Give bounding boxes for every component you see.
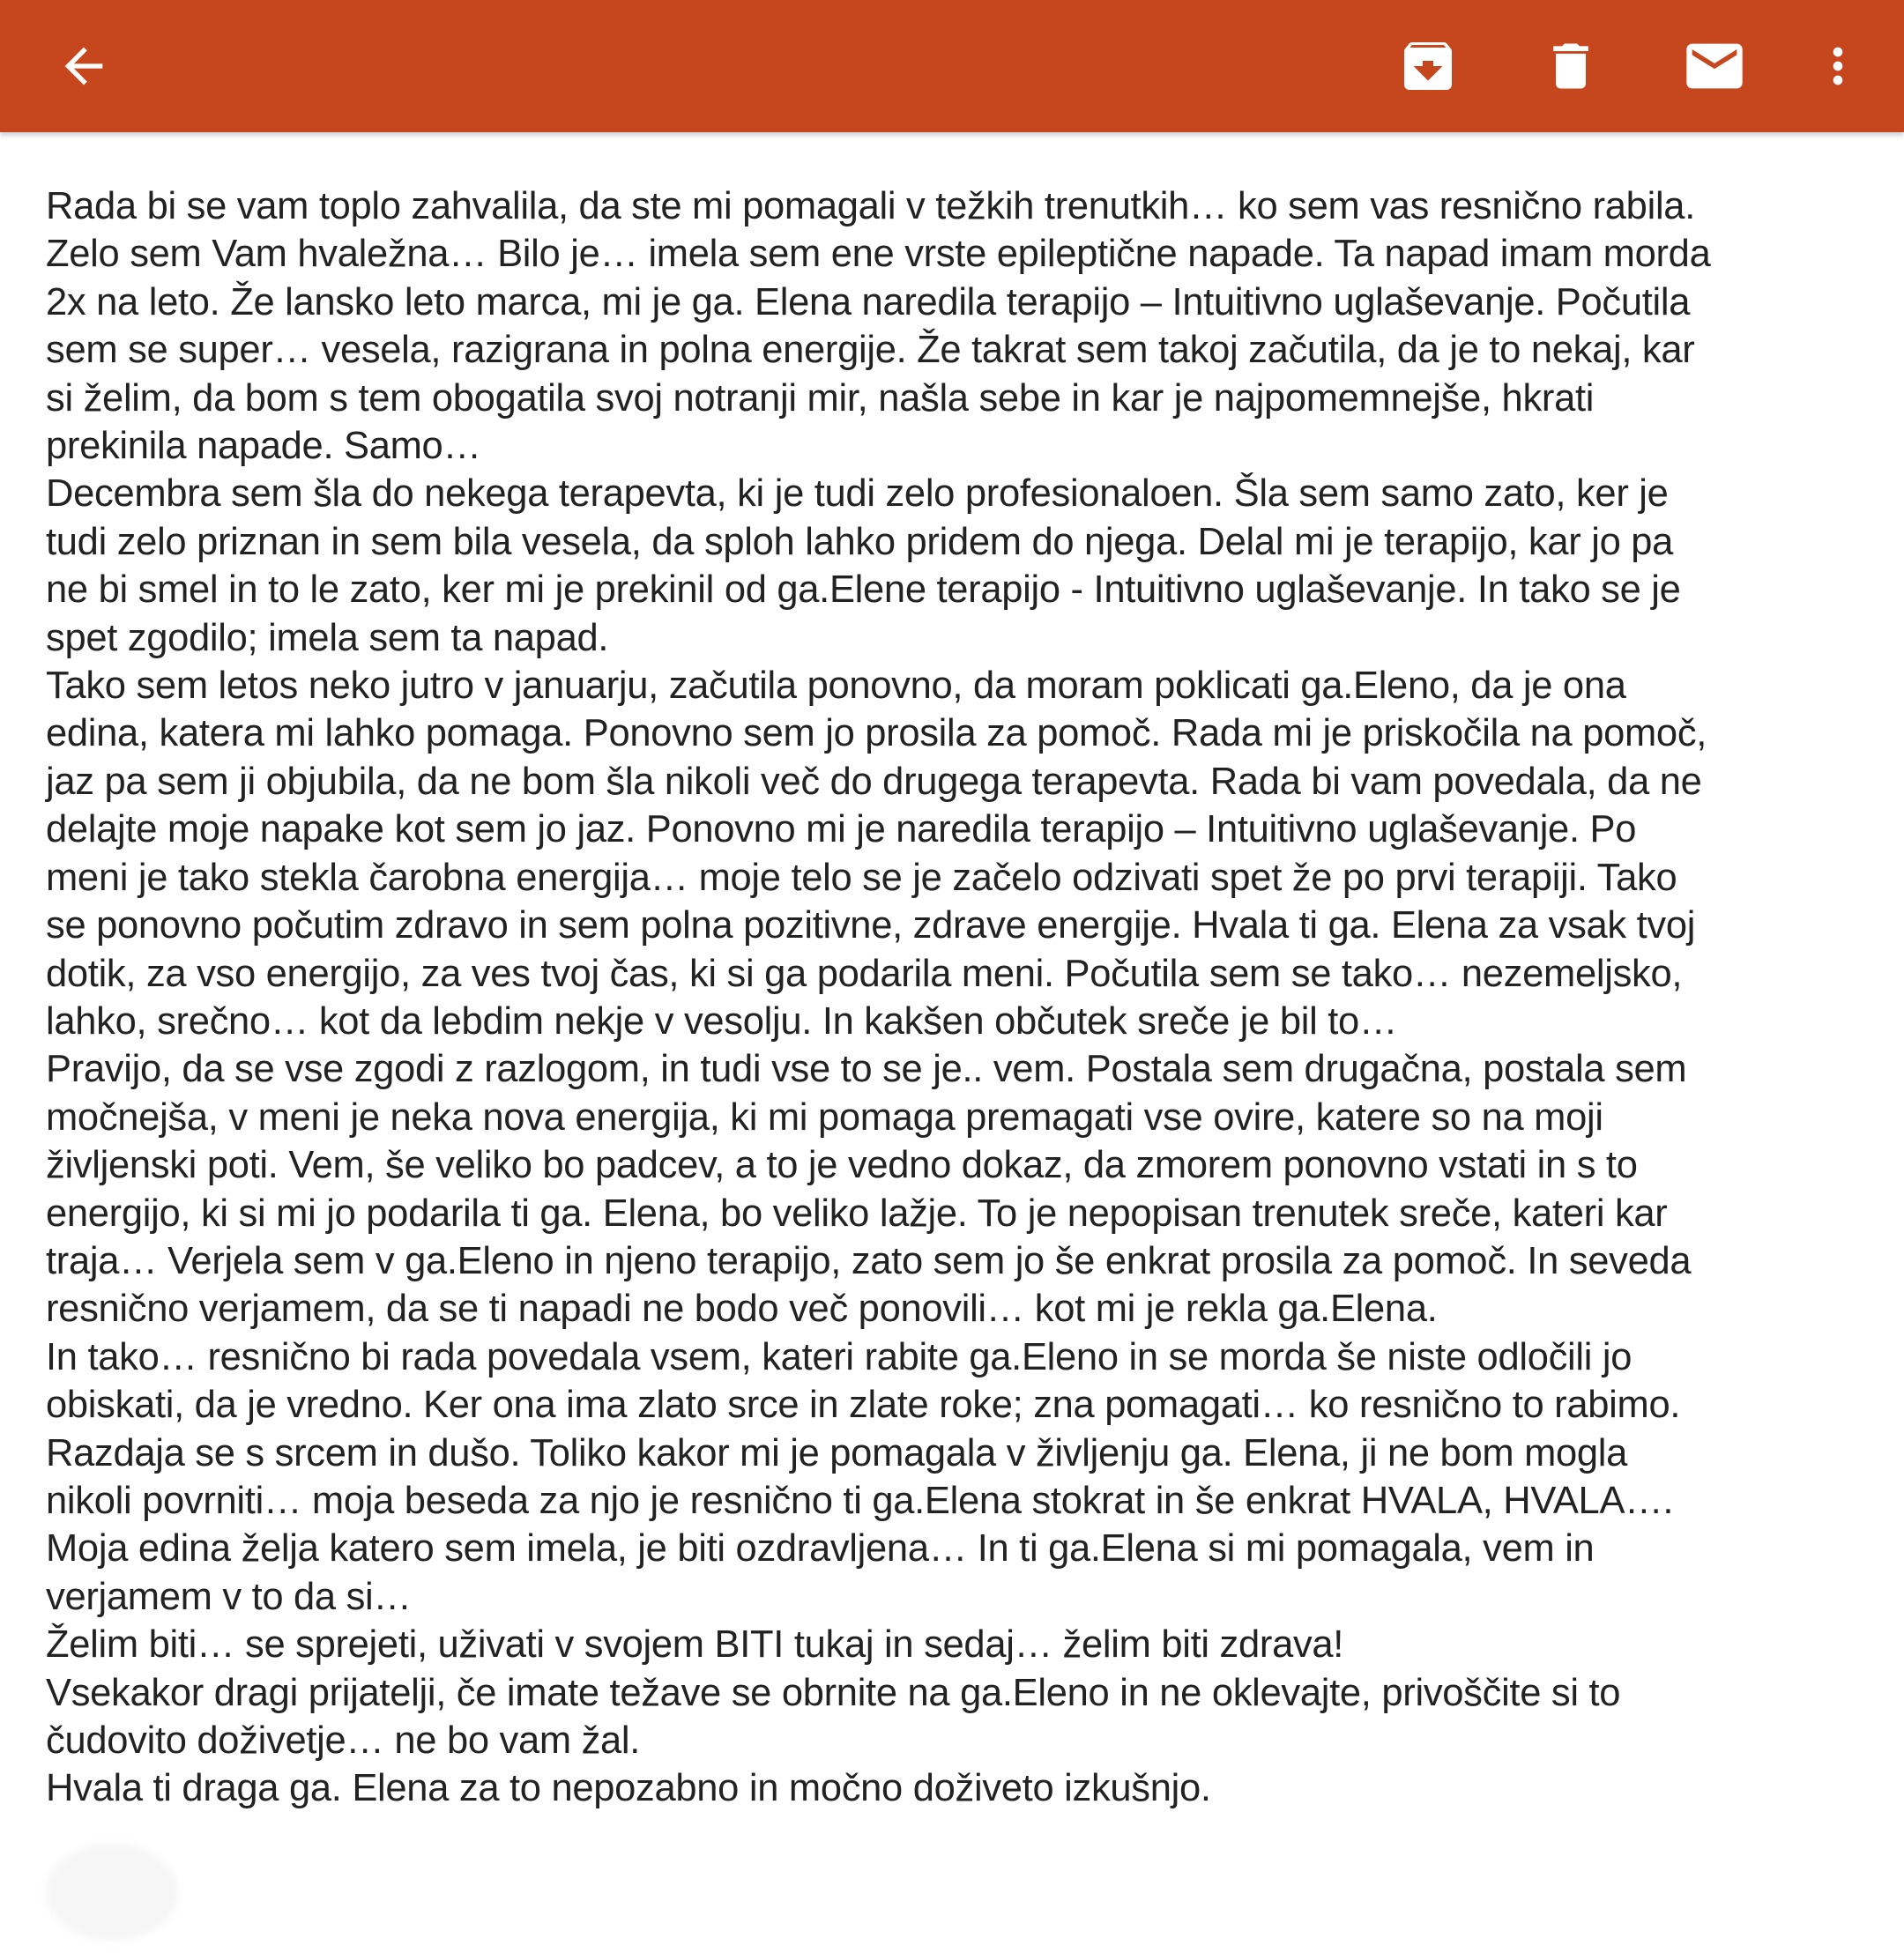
message-line: nikoli povrniti… moja beseda za njo je resnično ti ga.Elena stokrat in še enkrat HVALA, HVALA…. <box>46 1479 1674 1522</box>
more-options-button[interactable] <box>1798 0 1878 132</box>
message-line: Tako sem letos neko jutro v januarju, začutila ponovno, da moram poklicati ga.Eleno, da je ona <box>46 665 1626 708</box>
message-line: Vsekakor dragi prijatelji, če imate težave se obrnite na ga.Eleno in ne oklevajte, privoščite si to <box>46 1671 1621 1714</box>
message-line: Zelo sem Vam hvaležna… Bilo je… imela sem ene vrste epileptične napade. Ta napad imam morda <box>46 233 1711 276</box>
message-line: obiskati, da je vredno. Ker ona ima zlato srce in zlate roke; zna pomagati… ko resnično to rabimo. <box>46 1384 1681 1427</box>
message-line: prekinila napade. Samo… <box>46 425 481 468</box>
back-button[interactable] <box>40 0 128 132</box>
delete-button[interactable] <box>1527 0 1615 132</box>
message-body <box>46 182 1879 1813</box>
floating-shadow <box>46 1844 178 1941</box>
message-line: čudovito doživetje… ne bo vam žal. <box>46 1719 641 1762</box>
archive-icon <box>1396 34 1460 98</box>
envelope-icon <box>1681 33 1748 100</box>
message-line: delajte moje napake kot sem jo jaz. Ponovno mi je naredila terapijo – Intuitivno uglaševanje. Po <box>46 808 1637 851</box>
message-line: Pravijo, da se vse zgodi z razlogom, in tudi vse to se je.. vem. Postala sem drugačna, postala sem <box>46 1048 1687 1091</box>
message-line: močnejša, v meni je neka nova energija, ki mi pomaga premagati vse ovire, katere so na moji <box>46 1095 1603 1139</box>
message-line: življenski poti. Vem, še veliko bo padcev, a to je vedno dokaz, da zmorem ponovno vstati in s to <box>46 1144 1638 1187</box>
message-line: meni je tako stekla čarobna energija… moje telo se je začelo odzivati spet že po prvi terapiji. Tako <box>46 856 1677 899</box>
more-vertical-icon <box>1810 38 1866 94</box>
mark-unread-button[interactable] <box>1670 0 1759 132</box>
message-line: dotik, za vso energijo, za ves tvoj čas, ki si ga podarila meni. Počutila sem se tako… nezemeljsko, <box>46 952 1683 995</box>
message-line: lahko, srečno… kot da lebdim nekje v vesolju. In kakšen občutek sreče je bil to… <box>46 999 1398 1043</box>
message-line: Želim biti… se sprejeti, uživati v svojem BITI tukaj in sedaj… želim biti zdrava! <box>46 1623 1344 1667</box>
message-line: sem se super… vesela, razigrana in polna energije. Že takrat sem takoj začutila, da je to nekaj, kar <box>46 329 1695 372</box>
message-line: verjamem v to da si… <box>46 1575 412 1618</box>
message-line: resnično verjamem, da se ti napadi ne bodo več ponovili… kot mi je rekla ga.Elena. <box>46 1288 1438 1331</box>
message-line: jaz pa sem ji objubila, da ne bom šla nikoli več do drugega terapevta. Rada bi vam povedala, da ne <box>46 760 1702 803</box>
top-app-bar <box>0 0 1904 132</box>
message-line: 2x na leto. Že lansko leto marca, mi je ga. Elena naredila terapijo – Intuitivno uglaševanje. Počutila <box>46 280 1691 323</box>
message-line: tudi zelo priznan in sem bila vesela, da sploh lahko pridem do njega. Delal mi je terapijo, kar jo pa <box>46 520 1674 563</box>
message-line: energijo, ki si mi jo podarila ti ga. Elena, bo veliko lažje. To je nepopisan trenutek sreče, kateri kar <box>46 1192 1668 1235</box>
message-line: spet zgodilo; imela sem ta napad. <box>46 616 609 659</box>
message-line: si želim, da bom s tem obogatila svoj notranji mir, našla sebe in kar je najpomemnejše, hkrati <box>46 376 1595 420</box>
message-line: Rada bi se vam toplo zahvalila, da ste mi pomagali v težkih trenutkih… ko sem vas resnično rabila. <box>46 185 1695 227</box>
message-line: Razdaja se s srcem in dušo. Toliko kakor mi je pomagala v življenju ga. Elena, ji ne bom mogla <box>46 1431 1628 1474</box>
message-line: Hvala ti draga ga. Elena za to nepozabno in močno doživeto izkušnjo. <box>46 1767 1211 1810</box>
arrow-left-icon <box>56 38 112 94</box>
archive-button[interactable] <box>1384 0 1472 132</box>
message-line: ne bi smel in to le zato, ker mi je prekinil od ga.Elene terapijo - Intuitivno uglaševanje. In tako se je <box>46 568 1681 612</box>
message-line: Decembra sem šla do nekega terapevta, ki je tudi zelo profesionaloen. Šla sem samo zato, ker je <box>46 472 1669 516</box>
message-line: traja… Verjela sem v ga.Eleno in njeno terapijo, zato sem jo še enkrat prosila za pomoč. In seveda <box>46 1239 1692 1282</box>
message-line: edina, katera mi lahko pomaga. Ponovno sem jo prosila za pomoč. Rada mi je priskočila na pomoč, <box>46 712 1707 755</box>
message-line: In tako… resnično bi rada povedala vsem, kateri rabite ga.Eleno in se morda še niste odločili jo <box>46 1335 1633 1378</box>
message-line: Moja edina želja katero sem imela, je biti ozdravljena… In ti ga.Elena si mi pomagala, vem in <box>46 1527 1595 1571</box>
message-line: se ponovno počutim zdravo in sem polna pozitivne, zdrave energije. Hvala ti ga. Elena za vsak tvoj <box>46 904 1696 947</box>
trash-icon <box>1541 36 1601 96</box>
